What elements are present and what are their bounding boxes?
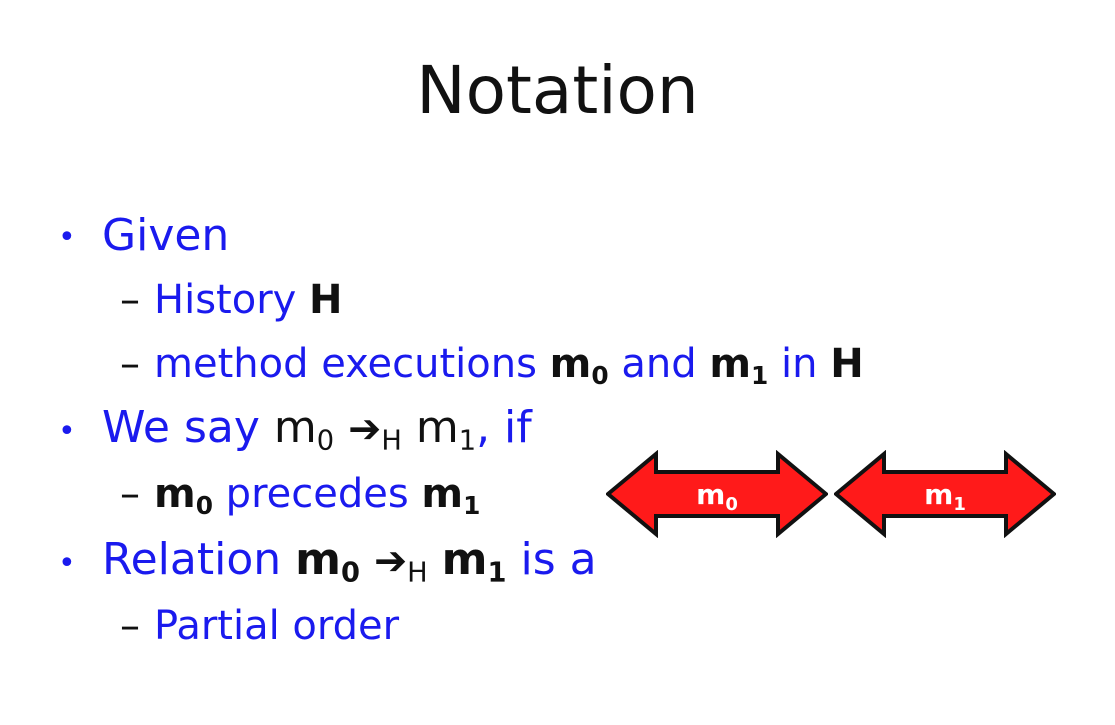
m1-symbol: $m_1$ xyxy=(415,402,477,457)
bullet-relation xyxy=(102,532,597,602)
interval-m1-double-arrow-icon xyxy=(834,450,1056,538)
bullet-dot: • xyxy=(58,220,76,255)
history-symbol: H xyxy=(830,341,864,387)
interval-m0-label: $m_0$ xyxy=(696,478,738,515)
precedes-text: precedes xyxy=(225,471,409,517)
precedence-arrow-icon: ➔ xyxy=(373,538,408,584)
partial-order-text: Partial order xyxy=(154,603,400,649)
m1-symbol: $m_1$ xyxy=(421,471,481,520)
sub-method-executions xyxy=(120,336,864,404)
relation-text: Relation xyxy=(102,534,282,585)
m0-symbol: $m_0$ xyxy=(273,402,335,457)
history-text: History xyxy=(154,277,297,323)
dash: – xyxy=(120,277,140,323)
interval-m1-label: $m_1$ xyxy=(924,478,966,515)
bullet-dot: • xyxy=(58,414,76,449)
slide-title: Notation xyxy=(416,52,699,129)
method-text: method executions xyxy=(154,341,537,387)
interval-m0-double-arrow-icon xyxy=(606,450,828,538)
m0-symbol: $m_0$ xyxy=(154,471,213,520)
dash: – xyxy=(120,603,140,649)
sub-history xyxy=(120,272,343,328)
m1-symbol: $m_1$ xyxy=(441,534,507,589)
precedence-arrow-icon: ➔ xyxy=(348,406,382,452)
bullet-dot: • xyxy=(58,546,76,581)
m0-symbol: $m_0$ xyxy=(549,341,609,390)
bullet-given xyxy=(102,208,229,264)
if-text: , if xyxy=(476,402,532,453)
given-text: Given xyxy=(102,210,230,261)
sub-precedes xyxy=(120,466,480,534)
dash: – xyxy=(120,341,140,387)
and-text: and xyxy=(621,341,697,387)
h-subscript: H xyxy=(381,425,402,457)
dash: – xyxy=(120,471,140,517)
we-say-text: We say xyxy=(102,402,260,453)
bullet-we-say xyxy=(102,400,532,470)
m0-symbol: $m_0$ xyxy=(295,534,360,589)
in-text: in xyxy=(781,341,818,387)
m1-symbol: $m_1$ xyxy=(709,341,769,390)
sub-partial-order xyxy=(120,598,399,654)
is-a-text: is a xyxy=(520,534,597,585)
history-symbol: H xyxy=(309,277,343,323)
h-subscript: H xyxy=(407,557,428,589)
